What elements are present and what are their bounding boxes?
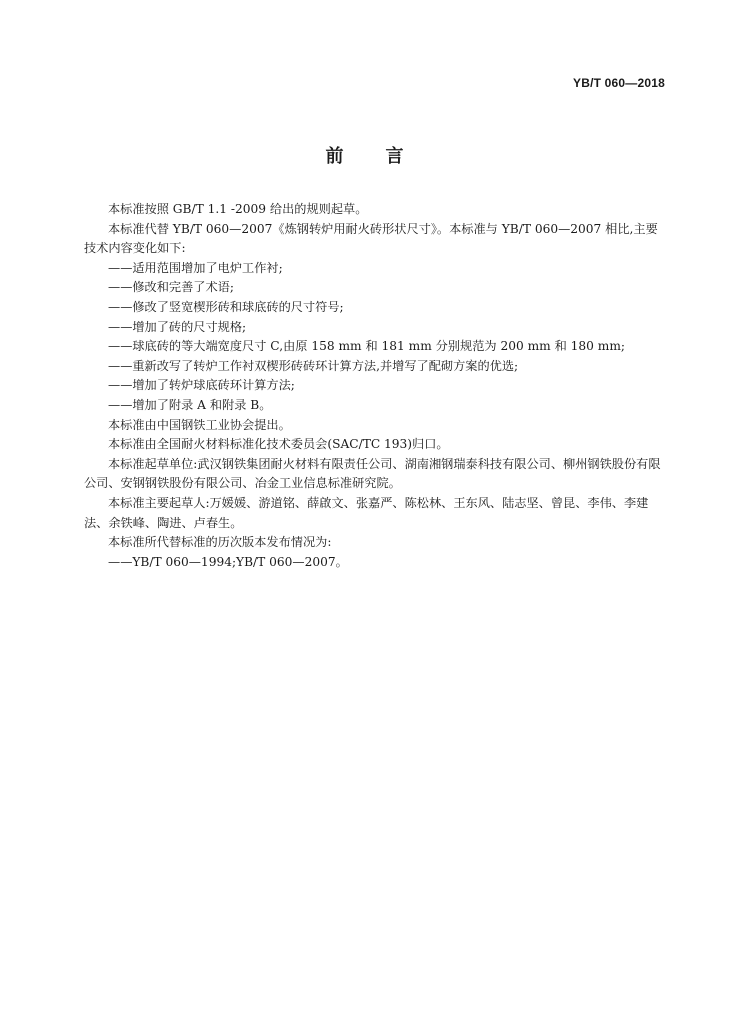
- paragraph: 本标准由中国钢铁工业协会提出。: [108, 417, 291, 432]
- paragraph: 本标准起草单位:武汉钢铁集团耐火材料有限责任公司、湖南湘钢瑞泰科技有限公司、柳州钢铁股份有限公司、安钢钢铁股份有限公司、冶金工业信息标准研究院。: [84, 456, 661, 491]
- page-title: [0, 142, 729, 168]
- standard-code: YB/T 060—2018: [573, 76, 665, 90]
- document-body: [84, 200, 664, 572]
- list-item: ——增加了转炉球底砖环计算方法;: [108, 378, 295, 393]
- list-item: ——修改了竖宽楔形砖和球底砖的尺寸符号;: [108, 299, 344, 314]
- title-char-1: 前: [325, 146, 344, 167]
- paragraph: 本标准代替 YB/T 060—2007《炼钢转炉用耐火砖形状尺寸》。本标准与 YB/T 060—2007 相比,主要技术内容变化如下:: [84, 221, 658, 256]
- paragraph: 本标准主要起草人:万媛媛、游道铭、薛啟文、张嘉严、陈松林、王东风、陆志坚、曾昆、李伟、李建法、余铁峰、陶进、卢春生。: [84, 495, 649, 530]
- list-item: ——增加了附录 A 和附录 B。: [108, 397, 272, 412]
- list-item: ——增加了砖的尺寸规格;: [108, 319, 247, 334]
- list-item: ——适用范围增加了电炉工作衬;: [108, 260, 283, 275]
- paragraph: 本标准所代替标准的历次版本发布情况为:: [108, 535, 332, 550]
- title-char-2: 言: [385, 146, 404, 167]
- list-item: ——修改和完善了术语;: [108, 280, 234, 295]
- paragraph: 本标准按照 GB/T 1.1 -2009 给出的规则起草。: [108, 202, 368, 216]
- list-item: ——重新改写了转炉工作衬双楔形砖砖环计算方法,并增写了配砌方案的优选;: [108, 358, 519, 373]
- list-item: ——球底砖的等大端宽度尺寸 C,由原 158 mm 和 181 mm 分别规范为 200 mm 和 180 mm;: [108, 339, 625, 354]
- list-item: ——YB/T 060—1994;YB/T 060—2007。: [108, 554, 348, 569]
- paragraph: 本标准由全国耐火材料标准化技术委员会(SAC/TC 193)归口。: [108, 437, 449, 452]
